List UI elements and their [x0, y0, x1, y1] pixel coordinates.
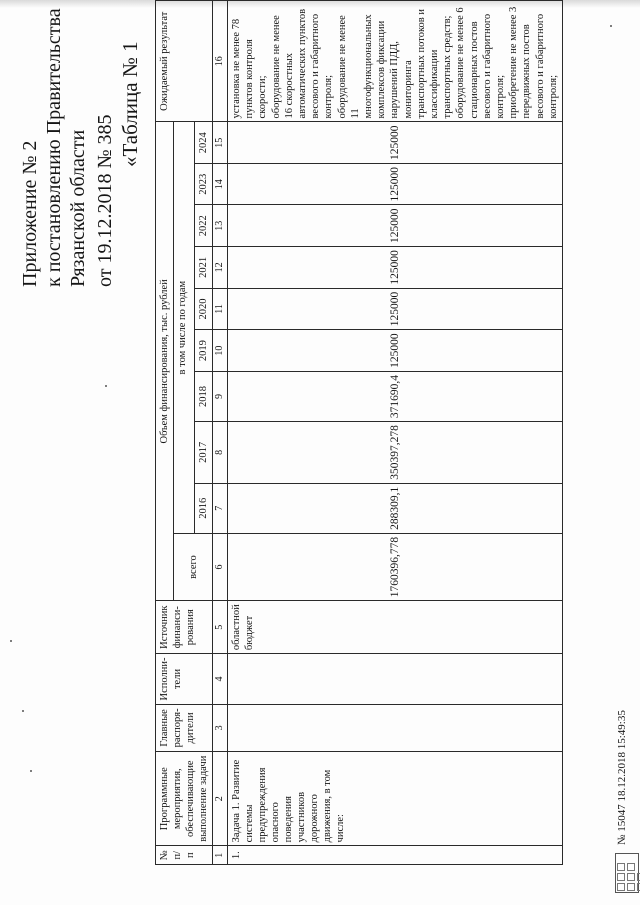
year-header: 2022 [195, 205, 213, 247]
row-value-2023: 125000 [228, 163, 563, 205]
col-number: 7 [213, 483, 228, 533]
row-executors [228, 654, 563, 705]
col-number: 3 [213, 704, 228, 751]
year-header: 2016 [195, 483, 213, 533]
year-header: 2017 [195, 422, 213, 484]
row-value-2022: 125000 [228, 205, 563, 247]
year-header: 2024 [195, 122, 213, 164]
col-number: 2 [213, 752, 228, 846]
row-event: Задача 1. Развитие системы предупреждения опасного поведения участников дорожного движения, в том числе: [228, 752, 563, 846]
col-no-header: № п/п [156, 846, 213, 865]
row-number: 1. [228, 846, 563, 865]
col-number: 16 [213, 1, 228, 122]
year-header: 2019 [195, 330, 213, 372]
col-total-header: всего [174, 533, 213, 600]
registration-stamp [615, 853, 639, 893]
row-value-2021: 125000 [228, 246, 563, 288]
col-number: 12 [213, 246, 228, 288]
row-value-2024: 125000 [228, 122, 563, 164]
table-row-task-1 [228, 1, 563, 865]
col-by-years-header: в том числе по годам [174, 122, 195, 533]
scan-speck [10, 640, 12, 642]
col-number: 11 [213, 288, 228, 330]
col-number: 15 [213, 122, 228, 164]
funding-table [155, 0, 563, 865]
col-number: 9 [213, 371, 228, 421]
row-value-2017: 350397,278 [228, 422, 563, 484]
row-value-2018: 371690,4 [228, 371, 563, 421]
col-funding-header: Объем финансирования, тыс. рублей [156, 122, 174, 601]
row-value-2019: 125000 [228, 330, 563, 372]
table-label: «Таблица № 1 [118, 41, 142, 167]
col-number: 13 [213, 205, 228, 247]
appendix-title: Приложение № 2 [19, 140, 41, 287]
col-events-header: Программные мероприятия, обеспечивающие выполнение задачи [156, 752, 213, 846]
row-result: установка не менее 78 пунктов контроля скорости; оборудование не менее 16 скоростных автоматических пунктов весового и габаритного контроля; оборудование не менее 11 многофункциональных комплексов фиксации нарушений ПДД, мониторинга транспортных потоков и классификации транспортных средств; оборудование не менее 6 стационарных постов весового и габаритного контроля; приобретение не менее 3 передвижных постов весового и габаритного контроля; [228, 1, 563, 122]
registration-number: № 15047 18.12.2018 15:49:35 [616, 710, 628, 845]
row-total: 1760396,778 [228, 533, 563, 600]
row-value-2016: 288309,1 [228, 483, 563, 533]
appendix-region: Рязанской области [67, 129, 89, 287]
scan-speck [105, 385, 107, 387]
year-header: 2023 [195, 163, 213, 205]
scan-speck [30, 770, 32, 772]
row-value-2020: 125000 [228, 288, 563, 330]
column-number-row [213, 1, 228, 865]
year-header: 2018 [195, 371, 213, 421]
col-number: 4 [213, 654, 228, 705]
col-number: 6 [213, 533, 228, 600]
col-number: 1 [213, 846, 228, 865]
year-header: 2020 [195, 288, 213, 330]
col-source-header: Источник финанси-рования [156, 601, 213, 654]
appendix-date: от 19.12.2018 № 385 [94, 114, 116, 287]
col-number: 10 [213, 330, 228, 372]
scan-speck [22, 710, 24, 712]
scan-speck [610, 25, 612, 27]
col-number: 5 [213, 601, 228, 654]
appendix-decree: к постановлению Правительства [43, 8, 65, 287]
row-managers [228, 704, 563, 751]
col-number: 14 [213, 163, 228, 205]
col-number: 8 [213, 422, 228, 484]
col-result-header: Ожидаемый результат [156, 1, 213, 122]
header-row-1 [156, 1, 174, 865]
row-source: областной бюджет [228, 601, 563, 654]
col-managers-header: Главные распоря-дители [156, 704, 213, 751]
year-header: 2021 [195, 246, 213, 288]
col-executors-header: Исполни-тели [156, 654, 213, 705]
